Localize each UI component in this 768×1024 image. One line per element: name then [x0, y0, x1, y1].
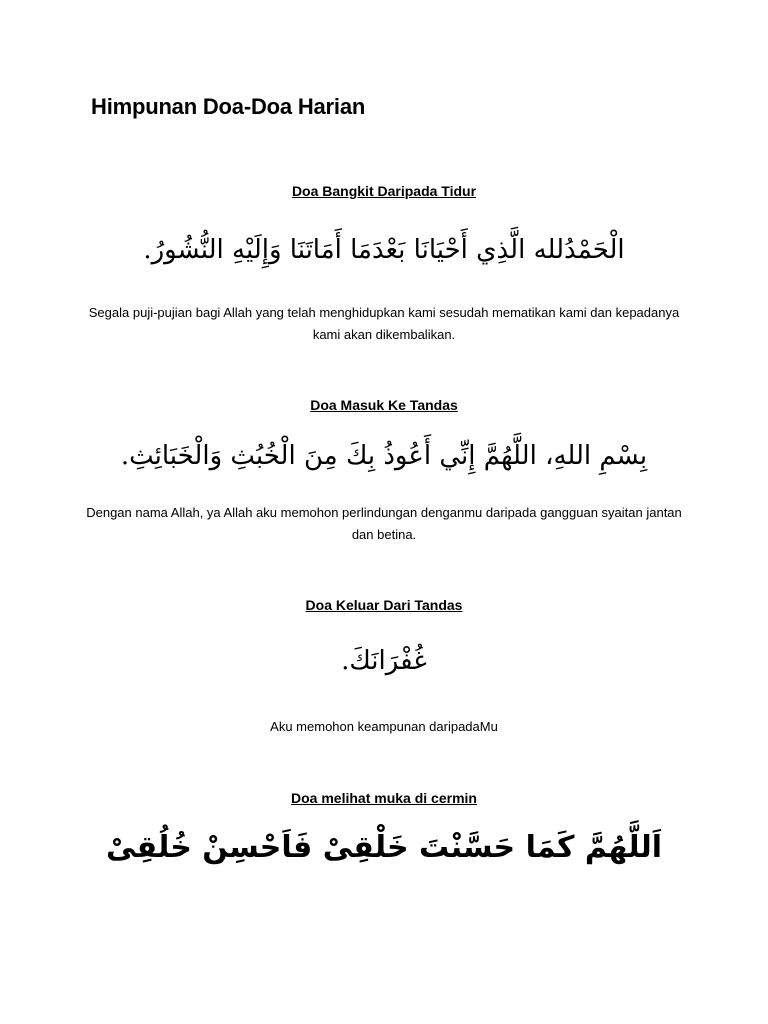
translation-bangkit-tidur: Segala puji-pujian bagi Allah yang telah menghidupkan kami sesudah mematikan kami dan kepadanya kami akan dikembalikan.: [88, 305, 680, 342]
arabic-prayer-bangkit-tidur: الْحَمْدُلله الَّذِي أَحْيَانَا بَعْدَمَا أَمَاتَنَا وَإِلَيْهِ النُّشُورُ.: [143, 235, 625, 265]
arabic-prayer-melihat-cermin: اَللَّهُمَّ كَمَا حَسَّنْتَ خَلْقِىْ فَاَحْسِنْ خُلُقِىْ: [106, 830, 662, 865]
translation-masuk-tandas: Dengan nama Allah, ya Allah aku memohon perlindungan denganmu daripada gangguan syaitan jantan dan betina.: [86, 505, 682, 542]
section-heading-bangkit-tidur: Doa Bangkit Daripada Tidur: [291, 183, 477, 199]
translation-keluar-tandas: Aku memohon keampunan daripadaMu: [270, 719, 498, 734]
page-title: Himpunan Doa-Doa Harian: [91, 94, 366, 119]
arabic-prayer-masuk-tandas: بِسْمِ اللهِ، اللَّهُمَّ إِنِّي أَعُوذُ بِكَ مِنَ الْخُبُثِ وَالْخَبَائِثِ.: [120, 441, 648, 471]
arabic-prayer-keluar-tandas: غُفْرَانَكَ.: [341, 646, 427, 676]
section-heading-melihat-cermin: Doa melihat muka di cermin: [291, 790, 477, 806]
section-heading-keluar-tandas: Doa Keluar Dari Tandas: [305, 597, 463, 613]
section-heading-masuk-tandas: Doa Masuk Ke Tandas: [310, 397, 458, 413]
